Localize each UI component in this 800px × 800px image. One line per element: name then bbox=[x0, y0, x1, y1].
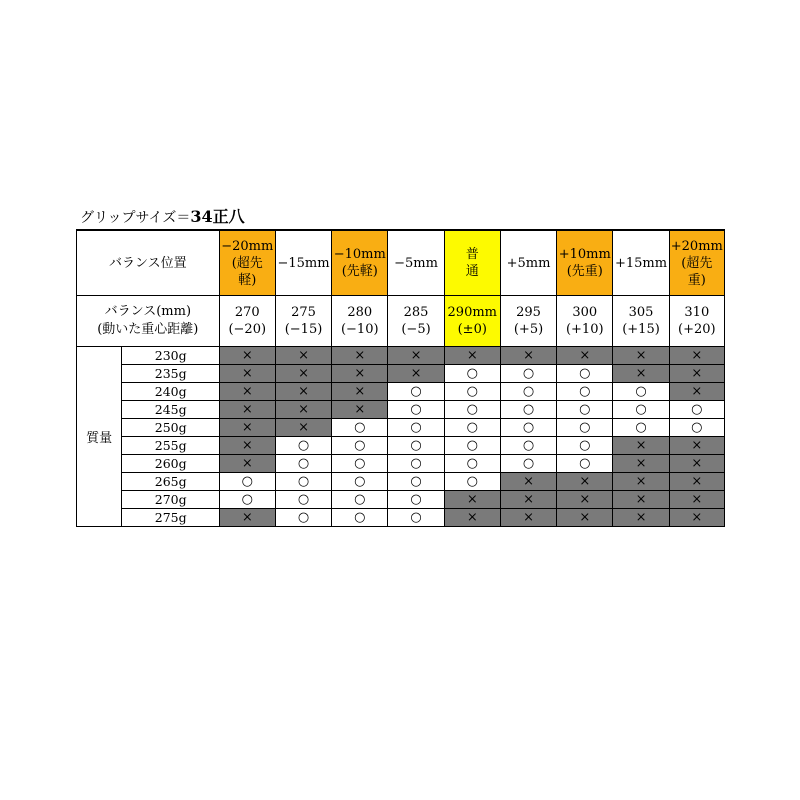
cross-mark-cell: × bbox=[669, 509, 724, 527]
cross-mark-cell: × bbox=[332, 347, 388, 365]
balance-shift: (±0) bbox=[457, 322, 487, 337]
balance-position-col-8 bbox=[669, 230, 724, 296]
title-grip-value: 34正八 bbox=[190, 207, 245, 226]
weight-cell: 235g bbox=[122, 365, 219, 383]
circle-mark-cell: ○ bbox=[332, 491, 388, 509]
balance-position-line2: (超先 bbox=[231, 255, 263, 271]
cross-mark-cell: × bbox=[500, 509, 556, 527]
circle-mark-cell: ○ bbox=[500, 455, 556, 473]
circle-mark-cell: ○ bbox=[557, 437, 613, 455]
cross-mark-cell: × bbox=[613, 347, 669, 365]
circle-mark-cell: ○ bbox=[332, 437, 388, 455]
balance-shift: (+10) bbox=[565, 322, 604, 337]
balance-shift: (+5) bbox=[513, 322, 544, 337]
circle-mark-cell: ○ bbox=[332, 509, 388, 527]
cross-mark-cell: × bbox=[500, 347, 556, 365]
circle-mark-cell: ○ bbox=[388, 473, 444, 491]
balance-position-col-6 bbox=[557, 230, 613, 296]
balance-position-line1: −5mm bbox=[394, 255, 438, 271]
cross-mark-cell: × bbox=[669, 383, 724, 401]
balance-position-line3: 軽) bbox=[238, 272, 257, 288]
cross-mark-cell: × bbox=[275, 383, 331, 401]
circle-mark-cell: ○ bbox=[388, 491, 444, 509]
circle-mark-cell: ○ bbox=[500, 437, 556, 455]
cross-mark-cell: × bbox=[332, 401, 388, 419]
balance-position-col-1 bbox=[275, 230, 331, 296]
balance-value: 280 bbox=[347, 305, 373, 320]
circle-mark-cell: ○ bbox=[500, 383, 556, 401]
balance-position-col-7 bbox=[613, 230, 669, 296]
circle-mark-cell: ○ bbox=[275, 491, 331, 509]
cross-mark-cell: × bbox=[444, 347, 500, 365]
balance-position-line3: 重) bbox=[687, 272, 706, 288]
balance-position-label: バランス位置 bbox=[77, 230, 220, 296]
cross-mark-cell: × bbox=[613, 509, 669, 527]
table-row bbox=[77, 455, 725, 473]
cross-mark-cell: × bbox=[219, 401, 275, 419]
balance-position-line2: (先軽) bbox=[341, 264, 378, 279]
balance-position-row bbox=[77, 230, 725, 296]
balance-value-row bbox=[77, 296, 725, 347]
circle-mark-cell: ○ bbox=[332, 455, 388, 473]
balance-shift: (−5) bbox=[401, 322, 431, 337]
cross-mark-cell: × bbox=[444, 491, 500, 509]
circle-mark-cell: ○ bbox=[669, 419, 724, 437]
circle-mark-cell: ○ bbox=[500, 365, 556, 383]
cross-mark-cell: × bbox=[613, 473, 669, 491]
weight-cell: 275g bbox=[122, 509, 219, 527]
weight-cell: 245g bbox=[122, 401, 219, 419]
balance-position-line1: +5mm bbox=[506, 255, 551, 271]
circle-mark-cell: ○ bbox=[388, 509, 444, 527]
cross-mark-cell: × bbox=[669, 347, 724, 365]
weight-cell: 255g bbox=[122, 437, 219, 455]
cross-mark-cell: × bbox=[275, 419, 331, 437]
circle-mark-cell: ○ bbox=[613, 419, 669, 437]
table-row bbox=[77, 383, 725, 401]
balance-position-line1: +15mm bbox=[614, 255, 668, 271]
cross-mark-cell: × bbox=[275, 347, 331, 365]
circle-mark-cell: ○ bbox=[557, 401, 613, 419]
balance-value-col-8 bbox=[669, 296, 724, 347]
circle-mark-cell: ○ bbox=[444, 473, 500, 491]
circle-mark-cell: ○ bbox=[613, 401, 669, 419]
circle-mark-cell: ○ bbox=[444, 365, 500, 383]
balance-shift: (−20) bbox=[228, 322, 267, 337]
circle-mark-cell: ○ bbox=[275, 509, 331, 527]
cross-mark-cell: × bbox=[669, 437, 724, 455]
cross-mark-cell: × bbox=[613, 455, 669, 473]
circle-mark-cell: ○ bbox=[444, 455, 500, 473]
weight-cell: 265g bbox=[122, 473, 219, 491]
balance-value: 305 bbox=[628, 305, 654, 320]
balance-shift: (+20) bbox=[678, 322, 716, 337]
balance-value: 270 bbox=[234, 305, 260, 320]
weight-cell: 230g bbox=[122, 347, 219, 365]
circle-mark-cell: ○ bbox=[500, 401, 556, 419]
circle-mark-cell: ○ bbox=[613, 383, 669, 401]
circle-mark-cell: ○ bbox=[219, 491, 275, 509]
cross-mark-cell: × bbox=[219, 437, 275, 455]
balance-value: 300 bbox=[572, 305, 598, 320]
balance-value: 285 bbox=[403, 305, 429, 320]
circle-mark-cell: ○ bbox=[557, 365, 613, 383]
cross-mark-cell: × bbox=[444, 509, 500, 527]
cross-mark-cell: × bbox=[669, 455, 724, 473]
balance-value-col-7 bbox=[613, 296, 669, 347]
cross-mark-cell: × bbox=[219, 455, 275, 473]
balance-position-line1: −20mm bbox=[221, 238, 274, 254]
balance-shift: (+15) bbox=[622, 322, 660, 337]
cross-mark-cell: × bbox=[388, 347, 444, 365]
table-row bbox=[77, 365, 725, 383]
balance-mm-label-line2: (動いた重心距離) bbox=[97, 322, 199, 337]
table-row bbox=[77, 491, 725, 509]
table-row bbox=[77, 347, 725, 365]
balance-shift: (−10) bbox=[340, 322, 379, 337]
circle-mark-cell: ○ bbox=[388, 401, 444, 419]
balance-shift: (−15) bbox=[284, 322, 323, 337]
cross-mark-cell: × bbox=[557, 491, 613, 509]
circle-mark-cell: ○ bbox=[388, 455, 444, 473]
table-row bbox=[77, 509, 725, 527]
balance-value-col-5 bbox=[500, 296, 556, 347]
balance-value: 290mm bbox=[447, 305, 497, 320]
circle-mark-cell: ○ bbox=[500, 419, 556, 437]
circle-mark-cell: ○ bbox=[557, 383, 613, 401]
cross-mark-cell: × bbox=[557, 473, 613, 491]
circle-mark-cell: ○ bbox=[275, 437, 331, 455]
circle-mark-cell: ○ bbox=[444, 419, 500, 437]
cross-mark-cell: × bbox=[669, 365, 724, 383]
cross-mark-cell: × bbox=[613, 437, 669, 455]
weight-cell: 260g bbox=[122, 455, 219, 473]
cross-mark-cell: × bbox=[219, 419, 275, 437]
cross-mark-cell: × bbox=[557, 347, 613, 365]
balance-value-col-6 bbox=[557, 296, 613, 347]
cross-mark-cell: × bbox=[219, 383, 275, 401]
balance-mm-label bbox=[77, 296, 220, 347]
circle-mark-cell: ○ bbox=[557, 455, 613, 473]
balance-position-line2: (超先 bbox=[681, 255, 713, 271]
cross-mark-cell: × bbox=[500, 491, 556, 509]
mass-label: 質量 bbox=[77, 347, 122, 527]
circle-mark-cell: ○ bbox=[332, 419, 388, 437]
cross-mark-cell: × bbox=[275, 401, 331, 419]
circle-mark-cell: ○ bbox=[669, 401, 724, 419]
circle-mark-cell: ○ bbox=[388, 419, 444, 437]
balance-position-line1: +20mm bbox=[670, 238, 723, 254]
circle-mark-cell: ○ bbox=[444, 401, 500, 419]
balance-position-line1: 普 bbox=[465, 247, 479, 262]
table-row bbox=[77, 473, 725, 491]
balance-position-line1: −10mm bbox=[333, 247, 386, 262]
weight-cell: 240g bbox=[122, 383, 219, 401]
cross-mark-cell: × bbox=[557, 509, 613, 527]
table-row bbox=[77, 401, 725, 419]
balance-value: 275 bbox=[291, 305, 316, 320]
circle-mark-cell: ○ bbox=[557, 419, 613, 437]
table-row bbox=[77, 437, 725, 455]
balance-position-col-3 bbox=[388, 230, 444, 296]
balance-value-col-2 bbox=[332, 296, 388, 347]
balance-position-line1: −15mm bbox=[277, 255, 330, 271]
balance-value-col-4 bbox=[444, 296, 500, 347]
balance-value: 295 bbox=[516, 305, 541, 320]
balance-position-line2: 通 bbox=[465, 264, 479, 279]
balance-value-col-3 bbox=[388, 296, 444, 347]
circle-mark-cell: ○ bbox=[332, 473, 388, 491]
cross-mark-cell: × bbox=[219, 509, 275, 527]
balance-position-col-4 bbox=[444, 230, 500, 296]
cross-mark-cell: × bbox=[669, 491, 724, 509]
cross-mark-cell: × bbox=[388, 365, 444, 383]
circle-mark-cell: ○ bbox=[275, 473, 331, 491]
cross-mark-cell: × bbox=[219, 347, 275, 365]
circle-mark-cell: ○ bbox=[388, 383, 444, 401]
balance-value-col-1 bbox=[275, 296, 331, 347]
cross-mark-cell: × bbox=[219, 365, 275, 383]
balance-position-line1: +10mm bbox=[558, 247, 611, 262]
weight-cell: 270g bbox=[122, 491, 219, 509]
balance-position-col-2 bbox=[332, 230, 388, 296]
balance-weight-table bbox=[76, 229, 725, 527]
balance-value-col-0 bbox=[219, 296, 275, 347]
circle-mark-cell: ○ bbox=[444, 437, 500, 455]
cross-mark-cell: × bbox=[275, 365, 331, 383]
circle-mark-cell: ○ bbox=[275, 455, 331, 473]
grip-size-title bbox=[80, 206, 245, 228]
circle-mark-cell: ○ bbox=[388, 437, 444, 455]
cross-mark-cell: × bbox=[613, 365, 669, 383]
cross-mark-cell: × bbox=[613, 491, 669, 509]
cross-mark-cell: × bbox=[669, 473, 724, 491]
balance-value: 310 bbox=[684, 305, 710, 320]
balance-mm-label-line1: バランス(mm) bbox=[104, 304, 192, 319]
cross-mark-cell: × bbox=[500, 473, 556, 491]
weight-cell: 250g bbox=[122, 419, 219, 437]
cross-mark-cell: × bbox=[332, 383, 388, 401]
title-prefix: グリップサイズ＝ bbox=[80, 210, 191, 226]
balance-position-line2: (先重) bbox=[566, 264, 603, 279]
circle-mark-cell: ○ bbox=[219, 473, 275, 491]
circle-mark-cell: ○ bbox=[444, 383, 500, 401]
balance-position-col-0 bbox=[219, 230, 275, 296]
cross-mark-cell: × bbox=[332, 365, 388, 383]
balance-position-col-5 bbox=[500, 230, 556, 296]
table-row bbox=[77, 419, 725, 437]
